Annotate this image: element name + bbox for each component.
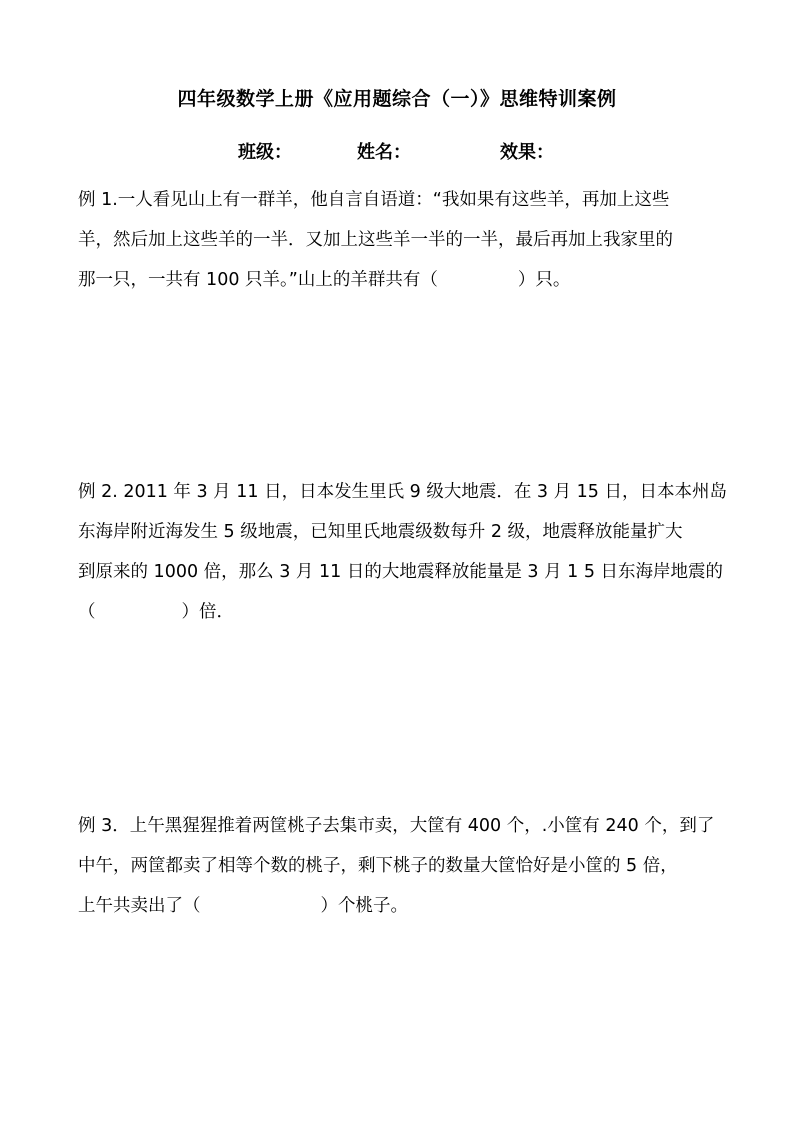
class-label: 班级： xyxy=(238,142,292,163)
problem-1-line-3 xyxy=(78,260,728,300)
result-label: 效果： xyxy=(500,142,554,163)
problem-2-line-3: 到原来的 1000 倍，那么 3 月 11 日的大地震释放能量是 3 月 1 5 日东海岸地震的 xyxy=(78,562,724,582)
problem-3-line-1: 例 3．上午黑猩猩推着两筐桃子去集市卖，大筐有 400 个，.小筐有 240 个，到了 xyxy=(78,816,715,836)
problem-2-line-1: 例 2. 2011 年 3 月 11 日，日本发生里氏 9 级大地震．在 3 月 15 日，日本本州岛 xyxy=(78,482,727,502)
problem-2-line-4-open: （ xyxy=(78,602,96,622)
problem-2-line-4-end: ）倍． xyxy=(181,602,234,622)
problem-2-line-2: 东海岸附近海发生 5 级地震，已知里氏地震级数每升 2 级，地震释放能量扩大 xyxy=(78,522,683,542)
problem-2 xyxy=(78,472,728,632)
problem-3-line-3-end: ）个桃子。 xyxy=(320,896,408,916)
problem-3-line-2: 中午，两筐都卖了相等个数的桃子，剩下桃子的数量大筐恰好是小筐的 5 倍， xyxy=(78,856,678,876)
page-title: 四年级数学上册《应用题综合（一）》思维特训案例 xyxy=(177,88,617,110)
problem-1-line-2: 羊，然后加上这些羊的一半．又加上这些羊一半的一半，最后再加上我家里的 xyxy=(78,230,673,250)
problem-2-line-4 xyxy=(78,592,728,632)
problem-1-line-3-end: ）只。 xyxy=(517,270,571,290)
name-label: 姓名： xyxy=(357,142,411,163)
problem-1-line-3-text: 那一只，一共有 100 只羊。”山上的羊群共有（ xyxy=(78,270,438,290)
problem-1 xyxy=(78,180,728,300)
problem-3-line-3-text: 上午共卖出了（ xyxy=(78,896,201,916)
problem-3-line-3 xyxy=(78,886,728,926)
problem-3 xyxy=(78,806,728,926)
problem-1-line-1: 例 1.一人看见山上有一群羊，他自言自语道：“我如果有这些羊，再加上这些 xyxy=(78,190,670,210)
